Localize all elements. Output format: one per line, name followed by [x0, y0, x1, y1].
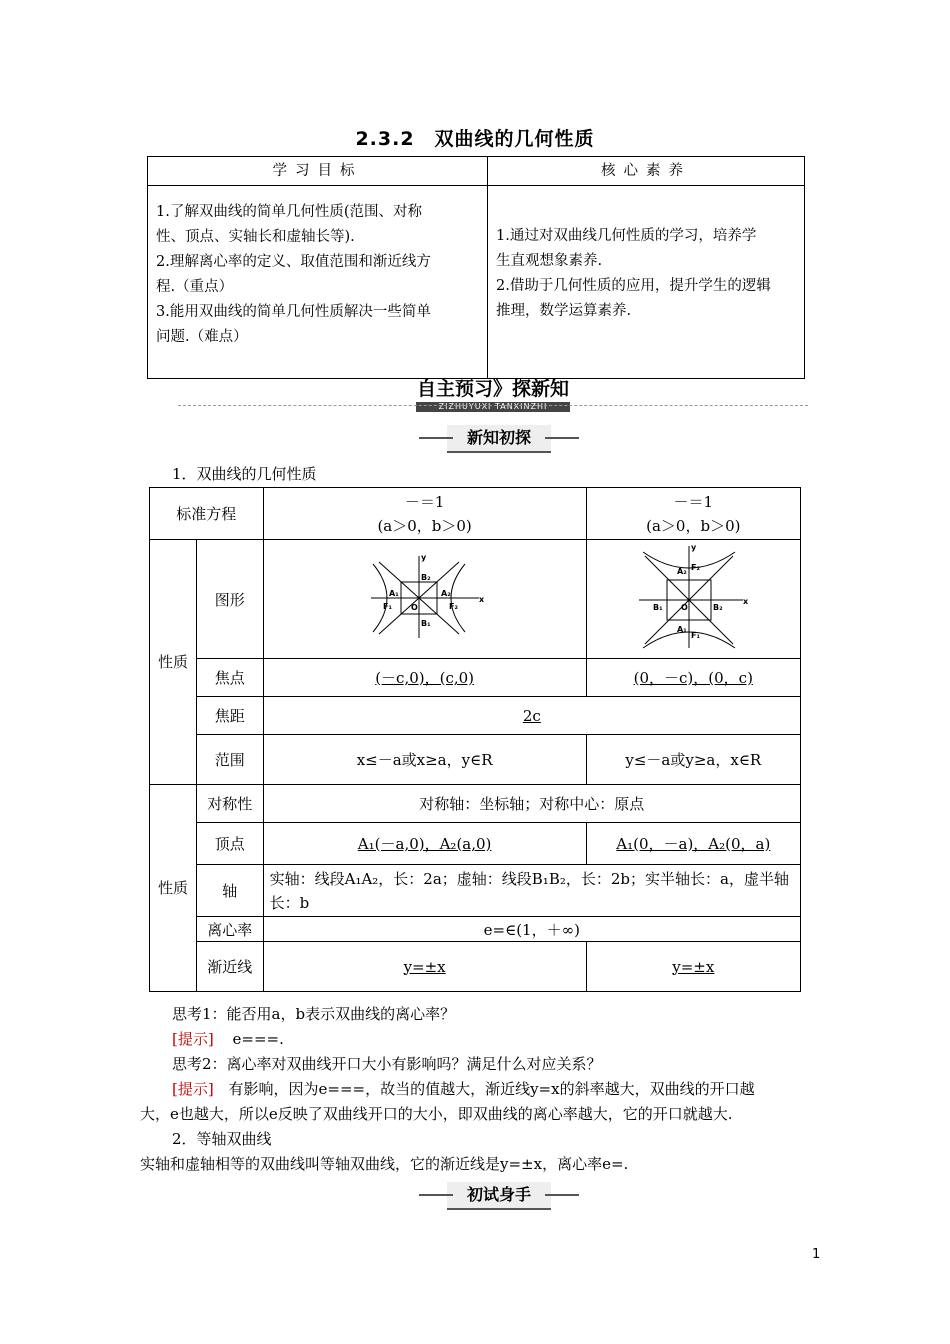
divider: [178, 405, 808, 406]
banner-subtitle: ZIZHUYUXI TANXINZHI: [416, 402, 570, 412]
svg-text:x: x: [478, 595, 484, 604]
think-1: 思考1：能否用a，b表示双曲线的离心率？: [172, 1005, 456, 1023]
think-2: 思考2：离心率对双曲线开口大小有影响吗？满足什么对应关系？: [172, 1055, 602, 1073]
svg-text:F₂: F₂: [691, 563, 701, 572]
svg-text:x: x: [743, 597, 749, 606]
svg-text:B₁: B₁: [653, 603, 663, 612]
focus-value-1: (－c,0)，(c,0): [263, 659, 586, 697]
asymptote-value-2: y=±x: [586, 942, 800, 992]
svg-text:B₂: B₂: [420, 573, 431, 582]
equation-2: －＝1 (a＞0，b＞0): [586, 488, 800, 540]
svg-text:F₁: F₁: [691, 631, 701, 640]
tag-new-knowledge: 新知初探: [447, 425, 551, 453]
banner-title: 自主预习》探新知: [416, 378, 569, 400]
std-eq-label: 标准方程: [150, 488, 264, 540]
equation-1: －＝1 (a＞0，b＞0): [263, 488, 586, 540]
eccentricity-value: e=∈(1，＋∞): [263, 917, 800, 942]
literacy-body: 1.通过对双曲线几何性质的学习，培养学 生直观想象素养. 2.借助于几何性质的应用，提升学生的逻辑 推理，数学运算素养.: [488, 186, 805, 379]
svg-text:B₁: B₁: [420, 619, 431, 628]
svg-text:A₂: A₂: [440, 589, 451, 598]
symmetry-label: 对称性: [197, 785, 264, 823]
svg-text:A₂: A₂: [677, 567, 687, 576]
vertex-value-1: A₁(－a,0)，A₂(a,0): [263, 823, 586, 865]
svg-text:y: y: [420, 553, 426, 562]
svg-text:B₂: B₂: [713, 603, 723, 612]
hint-label: [提示]: [172, 1080, 214, 1098]
page-title: 2.3.2 双曲线的几何性质: [355, 128, 595, 150]
literacy-header: 核心素养: [488, 157, 805, 186]
page-number: 1: [812, 1247, 821, 1262]
asymptote-value-1: y=±x: [263, 942, 586, 992]
graph-horizontal-hyperbola: [263, 540, 586, 659]
graph-label: 图形: [197, 540, 264, 659]
symmetry-value: 对称轴：坐标轴；对称中心：原点: [263, 785, 800, 823]
svg-text:O: O: [681, 603, 689, 612]
svg-text:O: O: [410, 603, 418, 612]
focus-value-2: (0，－c)，(0，c): [586, 659, 800, 697]
range-label: 范围: [197, 735, 264, 785]
vertex-value-2: A₁(0，－a)，A₂(0，a): [586, 823, 800, 865]
properties-table: [149, 487, 801, 992]
svg-text:F₁: F₁: [382, 602, 392, 611]
axis-label: 轴: [197, 865, 264, 917]
eccentricity-label: 离心率: [197, 917, 264, 942]
svg-text:A₁: A₁: [388, 589, 399, 598]
vertex-label: 顶点: [197, 823, 264, 865]
focal-distance-value: 2c: [263, 697, 800, 735]
hint-1: [提示] e===.: [172, 1030, 284, 1048]
properties-side-label-1: 性质: [150, 540, 197, 785]
goals-header: 学习目标: [148, 157, 488, 186]
hint-2-cont: 大，e也越大，所以e反映了双曲线开口的大小，即双曲线的离心率越大，它的开口就越大.: [140, 1105, 733, 1123]
hint-2: [提示] 有影响，因为e===，故当的值越大，渐近线y=x的斜率越大，双曲线的开口越: [172, 1080, 755, 1098]
section-1-heading: 1．双曲线的几何性质: [172, 465, 317, 483]
section-2-heading: 2．等轴双曲线: [172, 1130, 272, 1148]
hint-label: [提示]: [172, 1030, 214, 1048]
range-value-2: y≤－a或y≥a，x∈R: [586, 735, 800, 785]
focal-distance-label: 焦距: [197, 697, 264, 735]
graph-vertical-hyperbola: [586, 540, 800, 659]
hyperbola-x-figure: [365, 552, 485, 642]
learning-goals-table: [147, 156, 805, 379]
section-banner: [408, 374, 578, 411]
svg-text:A₁: A₁: [677, 625, 687, 634]
hyperbola-y-figure: [633, 542, 753, 652]
range-value-1: x≤－a或x≥a，y∈R: [263, 735, 586, 785]
tag-first-try: 初试身手: [447, 1182, 551, 1210]
asymptote-label: 渐近线: [197, 942, 264, 992]
focus-label: 焦点: [197, 659, 264, 697]
equilateral-hyperbola-text: 实轴和虚轴相等的双曲线叫等轴双曲线，它的渐近线是y=±x，离心率e=.: [140, 1155, 629, 1173]
properties-side-label-2: 性质: [150, 785, 197, 992]
axis-value: 实轴：线段A₁A₂，长：2a；虚轴：线段B₁B₂，长：2b；实半轴长：a，虚半轴长：b: [263, 865, 800, 917]
svg-text:F₂: F₂: [448, 602, 458, 611]
svg-text:y: y: [691, 543, 697, 552]
goals-body: 1.了解双曲线的简单几何性质(范围、对称 性、顶点、实轴长和虚轴长等). 2.理解离心率的定义、取值范围和渐近线方 程.（重点） 3.能用双曲线的简单几何性质解决一些简单 问题.（难点）: [148, 186, 488, 379]
